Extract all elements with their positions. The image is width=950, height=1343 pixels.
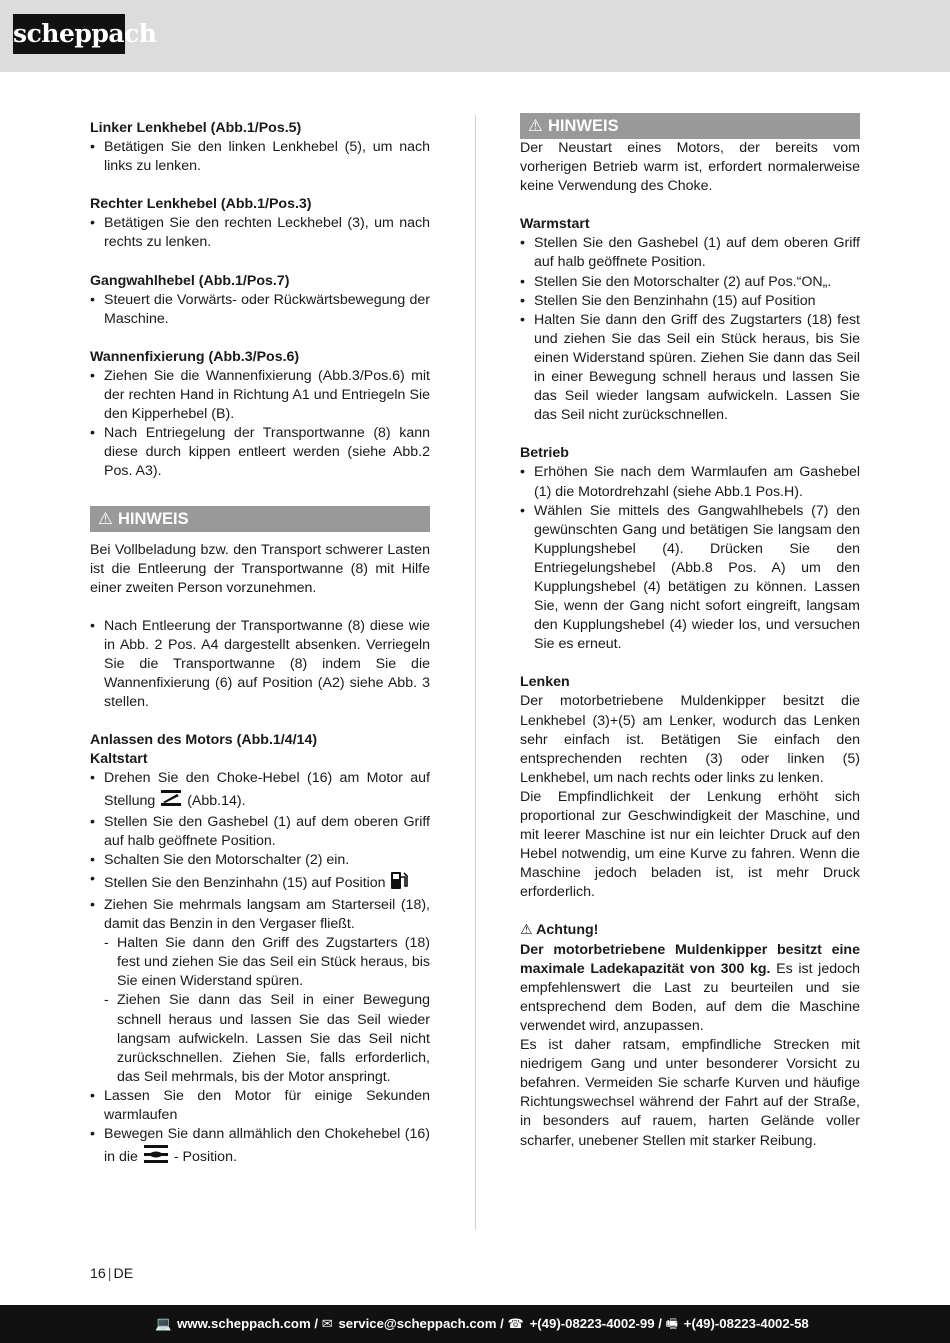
brand-logo: scheppach bbox=[13, 14, 125, 54]
choke2-text: Bewegen Sie dann allmählich den Chokehebel (16) in die bbox=[104, 1126, 430, 1166]
choke-open-icon bbox=[142, 1144, 170, 1170]
dash-item: - Ziehen Sie dann das Seil in einer Bewegung schnell heraus und lassen Sie das Seil wieder langsam aufwickeln. Lassen Sie das Seil nicht zurückschnellen. Ziehen Sie, falls erforderlich, das Seil mehrmals, bis der Motor anspringt. bbox=[90, 991, 430, 1086]
footer-website[interactable]: www.scheppach.com bbox=[177, 1316, 311, 1331]
list-item: • Betätigen Sie den rechten Leckhebel (3), um nach rechts zu lenken. bbox=[90, 214, 430, 252]
dash-list bbox=[90, 934, 430, 1087]
footer-separator: / bbox=[500, 1316, 504, 1331]
list-item: • Erhöhen Sie nach dem Warmlaufen am Gashebel (1) die Motordrehzahl (siehe Abb.1 Pos.H). bbox=[520, 463, 860, 501]
section-heading: Betrieb bbox=[520, 445, 569, 462]
bullet-list bbox=[90, 617, 430, 712]
computer-icon: 💻 bbox=[155, 1316, 172, 1331]
list-item: • Nach Entleerung der Transportwanne (8) diese wie in Abb. 2 Pos. A4 dargestellt absenken. Verriegeln Sie die Transportwanne (8) indem Sie die Wannenfixierung (6) auf Position (A2) siehe Abb. 3 stellen. bbox=[90, 617, 430, 712]
paragraph: Der motorbetriebene Muldenkipper besitzt die Lenkhebel (3)+(5) am Lenker, wodurch das Lenken sehr einfach ist. Betätigen Sie einfach den entsprechenden rechten (3) oder linken (5) Lenkhebel, um nach rechts oder links zu lenken. bbox=[520, 693, 860, 786]
phone-icon: ☎ bbox=[507, 1316, 524, 1331]
choke2-text-end: - Position. bbox=[173, 1149, 237, 1166]
hinweis-banner bbox=[90, 506, 430, 532]
list-item: • Wählen Sie mittels des Gangwahlhebels (7) den gewünschten Gang und betätigen Sie langsam den Kupplungshebel (4). Drücken Sie den Entriegelungshebel (Abb.8 Pos. A) um den Kupplungshebel (4) betätigen zu können. Lassen Sie, wenn der Gang nicht sofort eingreift, langsam den Kupplungshebel (4) wieder los, und versuchen Sie es erneut. bbox=[520, 502, 860, 655]
list-item: • Stellen Sie den Motorschalter (2) auf Pos.“ON„. bbox=[520, 273, 860, 292]
list-item: • Steuert die Vorwärts- oder Rückwärtsbewegung der Maschine. bbox=[90, 291, 430, 329]
choke-text-end: (Abb.14). bbox=[187, 792, 246, 809]
list-item: • Nach Entriegelung der Transportwanne (8) kann diese durch kippen entleert werden (siehe Abb.2 Pos. A3). bbox=[90, 424, 430, 481]
hinweis-label: HINWEIS bbox=[118, 509, 189, 528]
list-item: • Halten Sie dann den Griff des Zugstarters (18) fest und ziehen Sie das Seil ein Stück heraus, bis Sie einen Widerstand spüren. Ziehen Sie dann das Seil in einer Bewegung schnell heraus und lassen Sie das Seil wieder langsam aufwickeln. Lassen Sie das Seil nicht zurückschnellen. bbox=[520, 311, 860, 426]
paragraph: Die Empfindlichkeit der Lenkung erhöht sich proportional zur Geschwindigkeit der Maschine, und mit leerer Maschine ist nur ein leichter Druck auf den Hebel notwendig, um eine Kurve zu fahren. Wenn die Maschine jedoch beladen ist, ist mehr Druck erforderlich. bbox=[520, 788, 860, 901]
choke-closed-icon bbox=[159, 789, 183, 813]
choke-text: Drehen Sie den Choke-Hebel (16) am Motor auf Stellung bbox=[104, 770, 430, 809]
capacity-text: Es ist jedoch empfehlenswert die Last zu beurteilen und sie entsprechend dem Boden, auf dem die Maschine verwendet wird, anzupassen. bbox=[520, 960, 860, 1034]
footer-separator: / bbox=[314, 1316, 319, 1331]
paragraph bbox=[520, 941, 860, 1036]
header-bar bbox=[0, 0, 950, 72]
column-divider bbox=[475, 115, 476, 1230]
bullet-list bbox=[90, 367, 430, 482]
dash-item: - Halten Sie dann den Griff des Zugstarters (18) fest und ziehen Sie das Seil ein Stück heraus, bis Sie einen Widerstand spüren. bbox=[90, 934, 430, 991]
warning-icon: ⚠ bbox=[98, 509, 113, 528]
list-item bbox=[90, 1125, 430, 1170]
bullet-list bbox=[90, 291, 430, 329]
page-language: DE bbox=[113, 1266, 134, 1282]
footer-email[interactable]: service@scheppach.com bbox=[338, 1316, 497, 1331]
list-item: • Schalten Sie den Motorschalter (2) ein. bbox=[90, 851, 430, 870]
list-item bbox=[90, 896, 430, 1087]
pull-text: Ziehen Sie mehrmals langsam am Starterseil (18), damit das Benzin in den Vergaser fließt. bbox=[104, 897, 430, 933]
section-heading: Gangwahlhebel (Abb.1/Pos.7) bbox=[90, 272, 290, 289]
achtung-heading bbox=[520, 921, 860, 940]
paragraph: Es ist daher ratsam, empfindliche Strecken mit niedrigem Gang und unter besonderer Vorsicht zu befahren. Vermeiden Sie scharfe Kurven und häufige Richtungswechsel während der Fahrt auf der Straße, in besonders auf rauem, harten Gelände voller scharfer, unebener Stellen mit starker Reibung. bbox=[520, 1037, 860, 1149]
list-item: • Stellen Sie den Gashebel (1) auf dem oberen Griff auf halb geöffnete Position. bbox=[520, 234, 860, 272]
hinweis-text: Bei Vollbeladung bzw. den Transport schwerer Lasten ist die Entleerung der Transportwanne (8) mit Hilfe einer zweiten Person vorzunehmen. bbox=[90, 541, 430, 596]
page-number-value: 16 bbox=[90, 1266, 106, 1282]
fuel-pump-icon bbox=[390, 870, 408, 896]
hinweis-banner bbox=[520, 113, 860, 139]
fuel-text: Stellen Sie den Benzinhahn (15) auf Position bbox=[104, 874, 386, 891]
hinweis-text: Der Neustart eines Motors, der bereits vom vorherigen Betrieb warm ist, erfordert normalerweise keine Verwendung des Choke. bbox=[520, 140, 860, 195]
section-heading: Linker Lenkhebel (Abb.1/Pos.5) bbox=[90, 120, 302, 136]
footer-phone: +(49)-08223-4002-99 bbox=[529, 1316, 655, 1331]
mail-icon: ✉ bbox=[321, 1316, 333, 1331]
section-heading: Anlassen des Motors (Abb.1/4/14) bbox=[90, 732, 318, 749]
section-heading: Wannenfixierung (Abb.3/Pos.6) bbox=[90, 348, 300, 365]
warning-icon: ⚠ bbox=[520, 922, 533, 939]
achtung-label: Achtung! bbox=[536, 922, 599, 939]
hinweis-label: HINWEIS bbox=[548, 117, 619, 135]
section-heading: Warmstart bbox=[520, 216, 590, 233]
bullet-list bbox=[90, 769, 430, 1170]
bullet-list bbox=[520, 234, 860, 425]
section-heading: Lenken bbox=[520, 674, 570, 691]
list-item: • Stellen Sie den Benzinhahn (15) auf Position bbox=[520, 292, 860, 311]
left-column bbox=[90, 119, 430, 1170]
footer-separator: / bbox=[658, 1316, 662, 1331]
capacity-notice: Der motorbetriebene Muldenkipper besitzt eine maximale Ladekapazität von 300 kg. bbox=[520, 941, 860, 977]
list-item: • Stellen Sie den Gashebel (1) auf dem oberen Griff auf halb geöffnete Position. bbox=[90, 813, 430, 851]
list-item: • Ziehen Sie die Wannenfixierung (Abb.3/Pos.6) mit der rechten Hand in Richtung A1 und Entriegeln Sie den Kipperhebel (B). bbox=[90, 367, 430, 424]
bullet-list bbox=[90, 214, 430, 252]
footer-fax: +(49)-08223-4002-58 bbox=[683, 1316, 809, 1331]
list-item bbox=[90, 769, 430, 812]
list-item bbox=[90, 870, 430, 896]
page-number: 16 | DE bbox=[90, 1266, 134, 1282]
warning-icon: ⚠ bbox=[528, 117, 543, 135]
section-heading: Rechter Lenkhebel (Abb.1/Pos.3) bbox=[90, 196, 312, 213]
footer-bar bbox=[0, 1305, 950, 1343]
section-subheading: Kaltstart bbox=[90, 751, 148, 768]
list-item: • Lassen Sie den Motor für einige Sekunden warmlaufen bbox=[90, 1087, 430, 1125]
list-item: • Betätigen Sie den linken Lenkhebel (5), um nach links zu lenken. bbox=[90, 138, 430, 176]
right-column bbox=[520, 113, 860, 1151]
fax-icon: 🖷 bbox=[665, 1316, 679, 1331]
bullet-list bbox=[520, 463, 860, 654]
bullet-list bbox=[90, 138, 430, 176]
